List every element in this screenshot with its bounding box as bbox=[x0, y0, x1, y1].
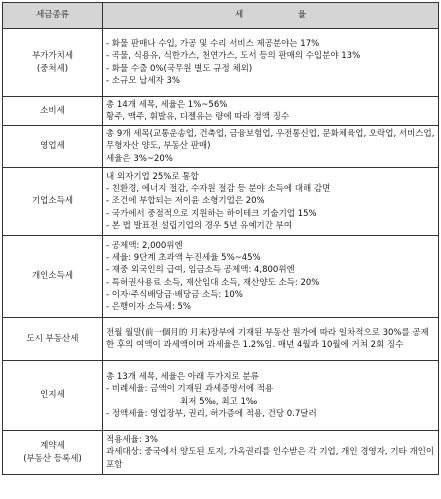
tax-rate-cell bbox=[103, 97, 439, 126]
rate-line: - 비례세율: 금액이 기재된 과세증명서에 적용 bbox=[106, 384, 274, 395]
rate-line: 세율은 3%~20% bbox=[106, 153, 173, 164]
rate-line: - 국가에서 중점적으로 지원하는 하이테크 기술기업 15% bbox=[106, 208, 317, 219]
table-row bbox=[3, 126, 439, 168]
tax-rate-cell bbox=[103, 431, 439, 475]
tax-name: 도시 부동산세 bbox=[26, 333, 79, 344]
rate-line: - 화물 수출 0%(국무원 별도 규정 체외) bbox=[106, 63, 253, 74]
rate-line: - 은행이자 소득세: 5% bbox=[106, 302, 191, 313]
rate-line: - 특허권사용료 소득, 재산임대 소득, 재산양도 소득: 20% bbox=[106, 277, 320, 288]
tax-name: 기업소득세 bbox=[31, 196, 74, 206]
tax-name-sub: (부동산 등록세) bbox=[23, 453, 82, 464]
table-header-row bbox=[3, 3, 439, 29]
rate-line: - 공제액: 2,000위엔 bbox=[106, 240, 183, 251]
rate-line: - 곡물, 식용유, 식한가스, 천연가스, 도서 등의 판매의 수입분야 13% bbox=[106, 51, 361, 62]
tax-name-cell bbox=[3, 97, 103, 126]
rate-line: 최저 5‰, 최고 1‰ bbox=[180, 396, 258, 407]
rate-line: 총 9개 세목(교통운송업, 건축업, 금융보험업, 우전통신업, 문화체육업, 오락업, 서비스업, 무형자산 양도, 부동산 판매) bbox=[106, 129, 435, 152]
tax-name: 개인소득세 bbox=[31, 271, 74, 281]
tax-name-cell bbox=[3, 126, 103, 168]
table-row bbox=[3, 97, 439, 126]
tax-rate-cell bbox=[103, 126, 439, 168]
tax-rate-cell bbox=[103, 29, 439, 97]
rate-line: 황주, 맥주, 휘발유, 디젤유는 량에 따라 정액 징수 bbox=[106, 112, 290, 122]
tax-name-cell bbox=[3, 236, 103, 318]
tax-rate-cell bbox=[103, 236, 439, 318]
tax-name: 영업세 bbox=[40, 141, 65, 151]
table-row bbox=[3, 318, 439, 361]
tax-name: 인지세 bbox=[40, 390, 65, 400]
rate-line: - 친환경, 에너지 절감, 수자원 절감 등 분야 소득에 대해 감면 bbox=[106, 184, 331, 195]
tax-name-sub: (중처세) bbox=[36, 63, 69, 74]
tax-name-cell bbox=[3, 361, 103, 431]
header-tax-type: 세금종류 bbox=[3, 3, 103, 29]
tax-table bbox=[2, 2, 439, 475]
table-row bbox=[3, 29, 439, 97]
tax-name: 계약세 bbox=[40, 440, 65, 451]
tax-name-cell bbox=[3, 431, 103, 475]
rate-line: - 조건에 부합되는 저이윤 소형기업은 20% bbox=[106, 196, 265, 207]
rate-line: - 재중 외국인의 급여, 임금소득 공제액: 4,800위엔 bbox=[106, 265, 295, 276]
tax-name-cell bbox=[3, 168, 103, 236]
table-row bbox=[3, 361, 439, 431]
rate-line: - 이자·주식배당금·배당금 소득: 10% bbox=[106, 289, 243, 300]
tax-name-cell bbox=[3, 29, 103, 97]
tax-name-cell bbox=[3, 318, 103, 361]
rate-line: - 화물 판매나 수입, 가공 및 수리 서비스 제공분야는 17% bbox=[106, 38, 320, 49]
tax-rate-cell bbox=[103, 318, 439, 361]
tax-rate-cell bbox=[103, 361, 439, 431]
rate-line: 내 외자기업 25%로 통합 bbox=[106, 171, 199, 182]
rate-line: 전월 월말(前一個月的 月末)장부에 기재된 부동산 원가에 따라 일차적으로 30%를 공제한 후의 여액이 과세액이며 과세율은 1.2%임. 매년 4월과 10월에 거쳐 2회 징수 bbox=[106, 327, 429, 350]
header-tax-rate: 세 율 bbox=[103, 3, 439, 29]
rate-line: 적용세율: 3% bbox=[106, 435, 158, 446]
table-row bbox=[3, 431, 439, 475]
tax-name: 부가가치세 bbox=[31, 50, 74, 61]
rate-line: - 본 법 발표전 설립기업의 경우 5년 유예기간 부여 bbox=[106, 220, 293, 231]
rate-line: - 소규모 납세자 3% bbox=[106, 75, 180, 86]
tax-name: 소비세 bbox=[40, 105, 65, 116]
rate-line: 과세대상: 중국에서 양도된 토지, 가옥권리를 인수받은 각 기업, 개인 경영자, 기타 개인이 포함 bbox=[106, 447, 435, 470]
rate-line: - 정액세율: 영업장부, 권리, 허가증에 적용, 건당 0.7달러 bbox=[106, 408, 317, 419]
rate-line: - 세율: 9단계 초과액 누진세율 5%~45% bbox=[106, 252, 261, 263]
rate-line: 총 14개 세목, 세율은 1%~56% bbox=[106, 99, 228, 110]
table-row bbox=[3, 168, 439, 236]
tax-rate-cell bbox=[103, 168, 439, 236]
rate-line: 총 13개 세목, 세율은 아래 두가지로 분류 bbox=[106, 371, 259, 382]
table-row bbox=[3, 236, 439, 318]
